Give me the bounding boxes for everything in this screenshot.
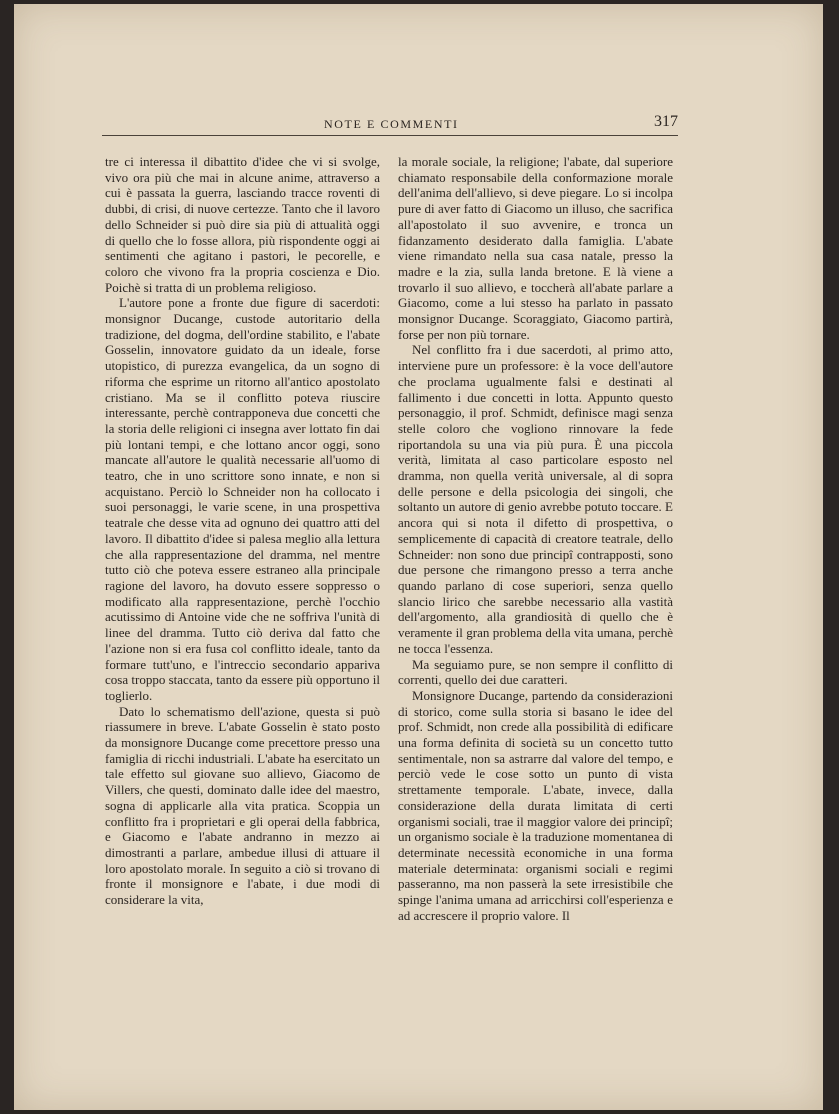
paragraph: la morale sociale, la religione; l'abate, dal superiore chiamato responsabile della conformazione morale dell'anima dell'allievo, si deve piegare. Lo si incolpa pure di aver fatto di Giacomo un illuso, che sacrifica all'apostolato il suo avvenire, e tronca un fidanzamento desiderato dalla famiglia. L'abate viene rimandato nella sua casa natale, presso la madre e la zia, sulla landa bretone. E là viene a trovarlo il suo allievo, e toccherà all'abate parlare a Giacomo, come a lui stesso ha parlato in passato monsignor Ducange. Scoraggiato, Giacomo partirà, forse per non più tornare.	[398, 154, 673, 342]
header-rule	[102, 135, 678, 136]
paragraph: Nel conflitto fra i due sacerdoti, al primo atto, interviene pure un professore: è la voce dell'autore che proclama ugualmente falsi e destinati al fallimento i due concetti in lotta. Appunto questo personaggio, il prof. Schmidt, definisce magi senza stelle coloro che vogliono rinnovare la fede riportandola su una via più pura. È una piccola verità, limitata al caso particolare esposto nel dramma, non quella verità universale, al di sopra delle persone e della psicologia dei singoli, che soltanto un autore di genio avrebbe potuto toccare. E ancora qui si nota il difetto di prospettiva, o semplicemente di capacità di creatore teatrale, dello Schneider: non sono due principî contrapposti, sono due persone che rimangono presso a terra anche quando parlano di cose superiori, senza quello slancio lirico che sarebbe necessario alla vastità dell'argomento, alla grandiosità di quello che è veramente il gran problema della vita umana, perchè ne tocca l'essenza.	[398, 342, 673, 656]
running-title: NOTE E COMMENTI	[324, 117, 459, 131]
left-column	[105, 154, 380, 908]
paragraph: L'autore pone a fronte due figure di sacerdoti: monsignor Ducange, custode autoritario della tradizione, del dogma, dell'ordine stabilito, e l'abate Gosselin, innovatore guidato da un ideale, forse utopistico, di purezza evangelica, da un sogno di riforma che esprime un ritorno all'antico apostolato cristiano. Ma se il conflitto poteva riuscire interessante, perchè contrapponeva due concetti che la storia delle religioni ci insegna aver lottato fin dai più lontani tempi, e che lottano ancor oggi, sono mancate all'autore le qualità necessarie all'uomo di teatro, che in uno scrittore sono innate, e non si acquistano. Perciò lo Schneider non ha collocato i suoi personaggi, le varie scene, in una prospettiva teatrale che desse vita ad ognuno dei quattro atti del lavoro. Il dibattito d'idee si palesa meglio alla lettura che alla rappresentazione del dramma, nel mentre tutto ciò che poteva essere estraneo alla principale ragione del lavoro, ha dovuto essere soppresso o modificato alla rappresentazione, perchè l'occhio acutissimo di Antoine vide che ne soffriva l'unità di linee del dramma. Tutto ciò deriva dal fatto che l'azione non si era fusa col conflitto ideale, tanto da formare tutt'uno, e l'intreccio secondario appariva cosa troppo staccata, tanto da essere più opportuno il toglierlo.	[105, 295, 380, 703]
paragraph: Dato lo schematismo dell'azione, questa si può riassumere in breve. L'abate Gosselin è stato posto da monsignore Ducange come precettore presso una famiglia di ricchi industriali. L'abate ha esercitato un tale effetto sul giovane suo allievo, Giacomo de Villers, che questi, dominato dalle idee del maestro, sogna di applicarle alla vita pratica. Scoppia un conflitto fra i proprietari e gli operai della fabbrica, e Giacomo e l'abate andranno in mezzo ai dimostranti a parlare, ambedue illusi di attuare il loro apostolato morale. In seguito a ciò si trovano di fronte il monsignore e l'abate, i due modi di considerare la vita,	[105, 703, 380, 908]
page-number: 317	[654, 113, 678, 130]
paragraph: Monsignore Ducange, partendo da considerazioni di storico, come sulla storia si basano le idee del prof. Schmidt, non crede alla possibilità di edificare una forma definita di società su un concetto tutto sentimentale, non sa astrarre dal valore del tempo, e perciò vede le cose sotto un punto di vista strettamente temporale. L'abate, invece, dalla considerazione della durata limitata di certi organismi sociali, trae il maggior valore dei principî; un organismo sociale è la traduzione momentanea di determinate necessità economiche in una forma materiale determinata: organismi sociali e regimi passeranno, ma non passerà la sete irresistibile che spinge l'anima umana ad arricchirsi coll'esperienza e ad accrescere il proprio valore. Il	[398, 687, 673, 923]
right-column	[398, 154, 673, 923]
paragraph: Ma seguiamo pure, se non sempre il conflitto di correnti, quello dei due caratteri.	[398, 656, 673, 688]
book-page	[14, 4, 823, 1110]
paragraph: tre ci interessa il dibattito d'idee che vi si svolge, vivo ora più che mai in alcune anime, attraverso a cui è passata la guerra, lasciando tracce roventi di dubbi, di crisi, di nuove certezze. Tanto che il lavoro dello Schneider si può dire sia più di attualità oggi di quello che lo fosse allora, più rispondente oggi ai sentimenti che agitano i pastori, le pecorelle, e coloro che vivono fra la propria coscienza e Dio. Poichè si tratta di un problema religioso.	[105, 154, 380, 295]
